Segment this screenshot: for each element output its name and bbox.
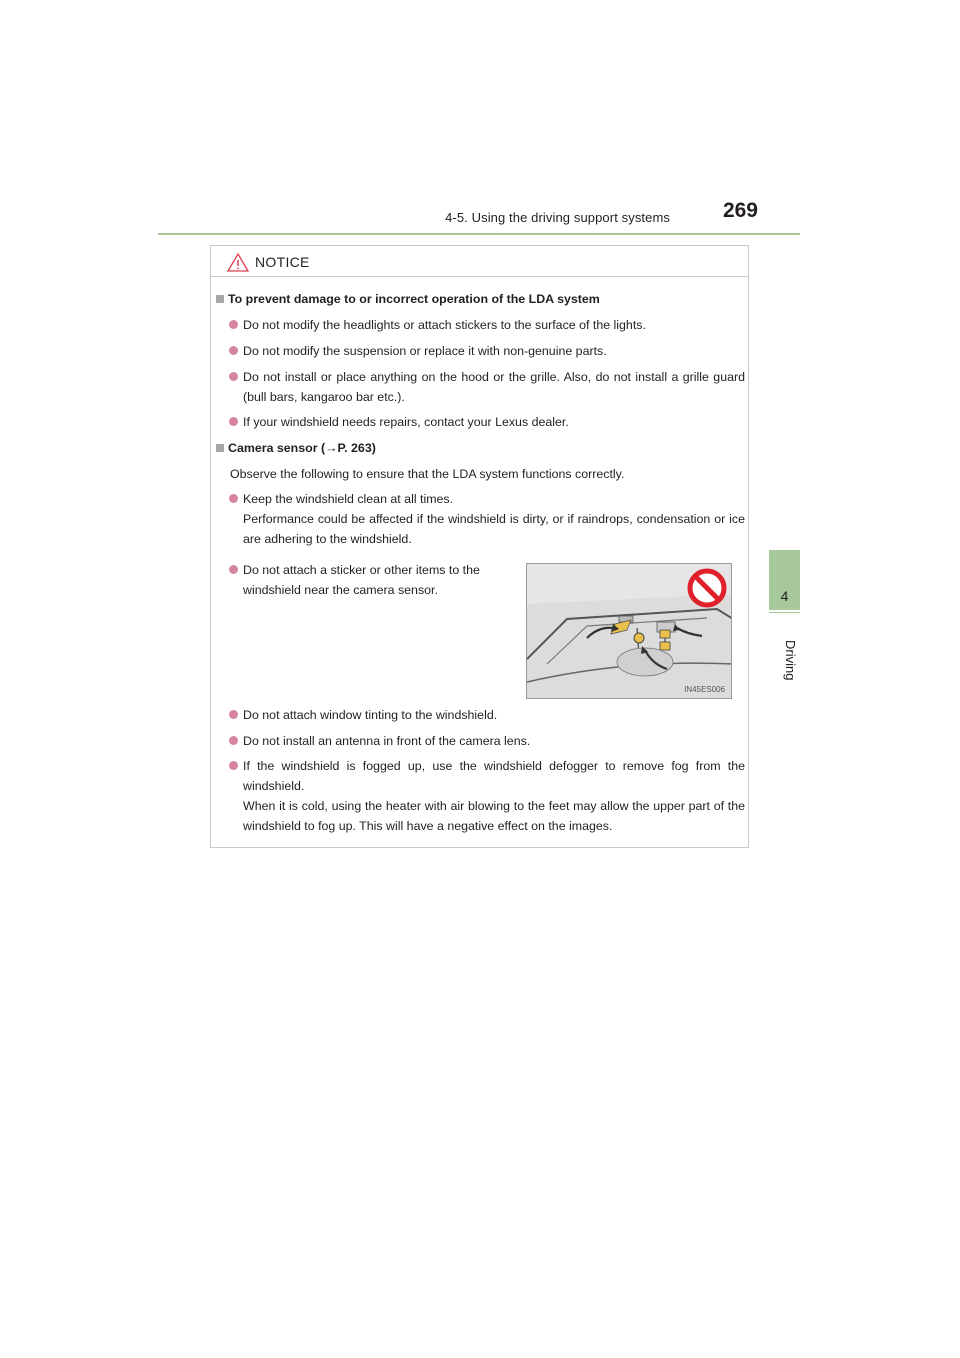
list-item: Do not attach window tinting to the windshield. (243, 705, 743, 725)
section-heading-camera: Camera sensor (→P. 263) (216, 438, 376, 458)
windshield-camera-illustration (526, 563, 732, 699)
section-intro: Observe the following to ensure that the LDA system functions correctly. (230, 467, 625, 481)
list-item: If the windshield is fogged up, use the windshield defogger to remove fog from the windshield. (243, 756, 745, 796)
notice-label: NOTICE (255, 254, 310, 270)
bullet-icon (229, 320, 238, 329)
square-bullet-icon (216, 444, 224, 452)
chapter-tab-rule (769, 612, 800, 613)
list-item: Do not modify the suspension or replace it with non-genuine parts. (243, 341, 743, 361)
bullet-icon (229, 761, 238, 770)
bullet-icon (229, 565, 238, 574)
list-item: Do not modify the headlights or attach stickers to the surface of the lights. (243, 315, 743, 335)
running-header: 4-5. Using the driving support systems (445, 210, 670, 225)
notice-box (210, 245, 749, 848)
bullet-icon (229, 494, 238, 503)
bullet-icon (229, 346, 238, 355)
chapter-label: Driving (783, 640, 798, 681)
bullet-icon (229, 736, 238, 745)
list-item: Do not install an antenna in front of the camera lens. (243, 731, 743, 751)
header-rule (158, 233, 800, 235)
list-item-detail: Performance could be affected if the windshield is dirty, or if raindrops, condensation or ice are adhering to the windshield. (243, 512, 745, 546)
notice-header (211, 246, 748, 277)
list-item: Do not attach a sticker or other items to the windshield near the camera sensor. (243, 560, 518, 600)
list-item-detail: When it is cold, using the heater with air blowing to the feet may allow the upper part of the windshield to fog up. This will have a negative effect on the images. (243, 799, 745, 833)
list-item: Do not install or place anything on the hood or the grille. Also, do not install a grille guard (bull bars, kangaroo bar etc.). (243, 367, 745, 407)
bullet-icon (229, 372, 238, 381)
bullet-icon (229, 710, 238, 719)
warning-triangle-icon (227, 253, 249, 272)
chapter-number: 4 (780, 588, 789, 604)
illustration-code: IN45ES006 (684, 685, 725, 694)
section-heading-lda: To prevent damage to or incorrect operation of the LDA system (216, 289, 600, 309)
list-item: Keep the windshield clean at all times. (243, 489, 743, 509)
bullet-icon (229, 417, 238, 426)
car-interior-image (527, 564, 732, 699)
list-item: If your windshield needs repairs, contact your Lexus dealer. (243, 412, 743, 432)
page-number: 269 (722, 199, 758, 222)
square-bullet-icon (216, 295, 224, 303)
